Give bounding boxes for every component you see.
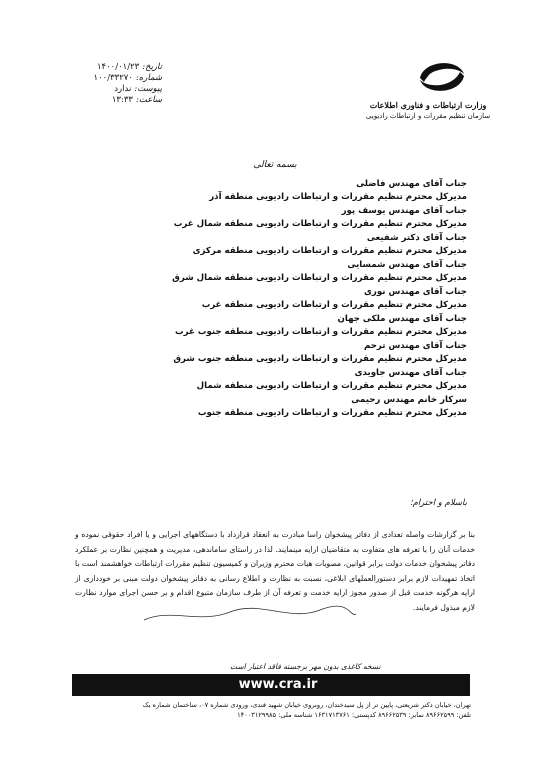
number-row <box>66 73 162 84</box>
date-row <box>66 62 162 73</box>
time-row <box>66 95 162 106</box>
recipient-name: جناب آقای دکتر شفیعی <box>366 233 467 243</box>
recipient <box>47 394 467 421</box>
letter-meta <box>66 62 162 106</box>
bismillah: بسمه تعالی <box>253 160 297 170</box>
greeting: باسلام و احترام؛ <box>409 498 467 508</box>
recipient-name: جناب آقای مهندس فاضلی <box>356 179 467 189</box>
footer-address <box>51 701 471 720</box>
attachment-value: ندارد <box>114 84 132 94</box>
recipient-title: مدیرکل محترم تنظیم مقررات و ارتباطات رادیویی منطقه شمال غرب <box>173 219 467 229</box>
recipient-title: مدیرکل محترم تنظیم مقررات و ارتباطات رادیویی منطقه مرکزی <box>192 246 467 256</box>
recipient-name: جناب آقای مهندس ملکی جهان <box>337 314 467 324</box>
cra-logo-icon <box>414 52 470 102</box>
recipient-title: مدیرکل محترم تنظیم مقررات و ارتباطات رادیویی منطقه غرب <box>201 300 467 310</box>
number-label: شماره: <box>135 73 162 83</box>
recipient-title: مدیرکل محترم تنظیم مقررات و ارتباطات رادیویی منطقه جنوب غرب <box>174 327 467 337</box>
ministry-header <box>353 100 503 121</box>
recipient <box>47 232 467 259</box>
attachment-label: پیوست: <box>134 84 162 94</box>
organization-name: سازمان تنظیم مقررات و ارتباطات رادیویی <box>365 112 491 120</box>
recipient <box>47 259 467 286</box>
recipient <box>47 178 467 205</box>
recipient-title: مدیرکل محترم تنظیم مقررات و ارتباطات رادیویی منطقه شمال شرق <box>172 273 467 283</box>
ministry-name: وزارت ارتباطات و فناوری اطلاعات <box>369 100 487 110</box>
date-value: ۱۴۰۰/۰۱/۲۳ <box>96 62 140 72</box>
recipient-title: مدیرکل محترم تنظیم مقررات و ارتباطات رادیویی منطقه شمال <box>196 381 467 391</box>
recipient-name: جناب آقای مهندس ترحم <box>363 341 467 351</box>
number-value: ۱۰۰/۳۳۲۷۰ <box>93 73 133 83</box>
recipient-name: جناب آقای مهندس نوری <box>364 287 467 297</box>
recipient-name: جناب آقای مهندس شمسایی <box>347 260 467 270</box>
recipient-name: جناب آقای مهندس یوسف پور <box>341 206 467 216</box>
recipient-name: جناب آقای مهندس جاویدی <box>354 368 467 378</box>
date-label: تاریخ: <box>142 62 162 72</box>
recipient <box>47 313 467 340</box>
recipient-title: مدیرکل محترم تنظیم مقررات و ارتباطات رادیویی منطقه آذر <box>209 192 467 202</box>
recipient <box>47 367 467 394</box>
website-link[interactable]: www.cra.ir <box>238 677 318 692</box>
time-value: ۱۳:۳۳ <box>111 95 133 105</box>
footer-note: نسخه کاغذی بدون مهر برجسته فاقد اعتبار است <box>230 662 381 671</box>
contact-line: تلفن: ۸۹۶۶۲۵۹۹ نمابر: ۸۹۶۶۲۵۳۹ کدپستی: ۱۶۳۱۷۱۳۷۶۱ شناسه ملی: ۱۴۰۰۳۱۲۹۹۸۵ <box>237 710 471 719</box>
recipient-title: مدیرکل محترم تنظیم مقررات و ارتباطات رادیویی منطقه جنوب <box>197 408 467 418</box>
recipient-name: سرکار خانم مهندس رحیمی <box>351 395 467 405</box>
recipient-title: مدیرکل محترم تنظیم مقررات و ارتباطات رادیویی منطقه جنوب شرق <box>173 354 467 364</box>
address-line: تهران، خیابان دکتر شریعتی، پایین تر از پل سیدخندان، روبروی خیابان شهید قندی، ورودی شماره ۰۷، ساختمان شماره یک <box>142 701 471 709</box>
time-label: ساعت: <box>136 95 162 105</box>
recipient <box>47 340 467 367</box>
letter-body: بنا بر گزارشات واصله تعدادی از دفاتر پیشخوان راسا مبادرت به انعقاد قرارداد با دستگاههای اجرایی و یا افراد حقوقی نموده و خدمات آنان را با تعرفه های متفاوت به متقاضیان ارایه مینمایند. لذا در راستای ساماندهی، مدیریت و همچنین نظارت بر عملکرد دفاتر پیشخوان خدمات دولت برابر قوانین، مصوبات هیات محترم وزیران و کمیسیون تنظیم مقررات ارتباطات خواهشمند است با اتخاذ تمهیدات لازم برابر دستورالعملهای ابلاغی، نسبت به نظارت و اطلاع رسانی به دفاتر پیشخوان دولت مبنی بر خودداری از ارایه هرگونه خدمت قبل از صدور مجوز ارایه خدمت و تعرفه آن از طرف سازمان متبوع اقدام و بر حسن اجرای موارد نظارت لازم مبذول فرمایند. <box>75 530 475 612</box>
recipients-list <box>47 178 467 421</box>
recipient <box>47 286 467 313</box>
recipient <box>47 205 467 232</box>
attachment-row <box>66 84 162 95</box>
signature-icon <box>140 600 360 628</box>
